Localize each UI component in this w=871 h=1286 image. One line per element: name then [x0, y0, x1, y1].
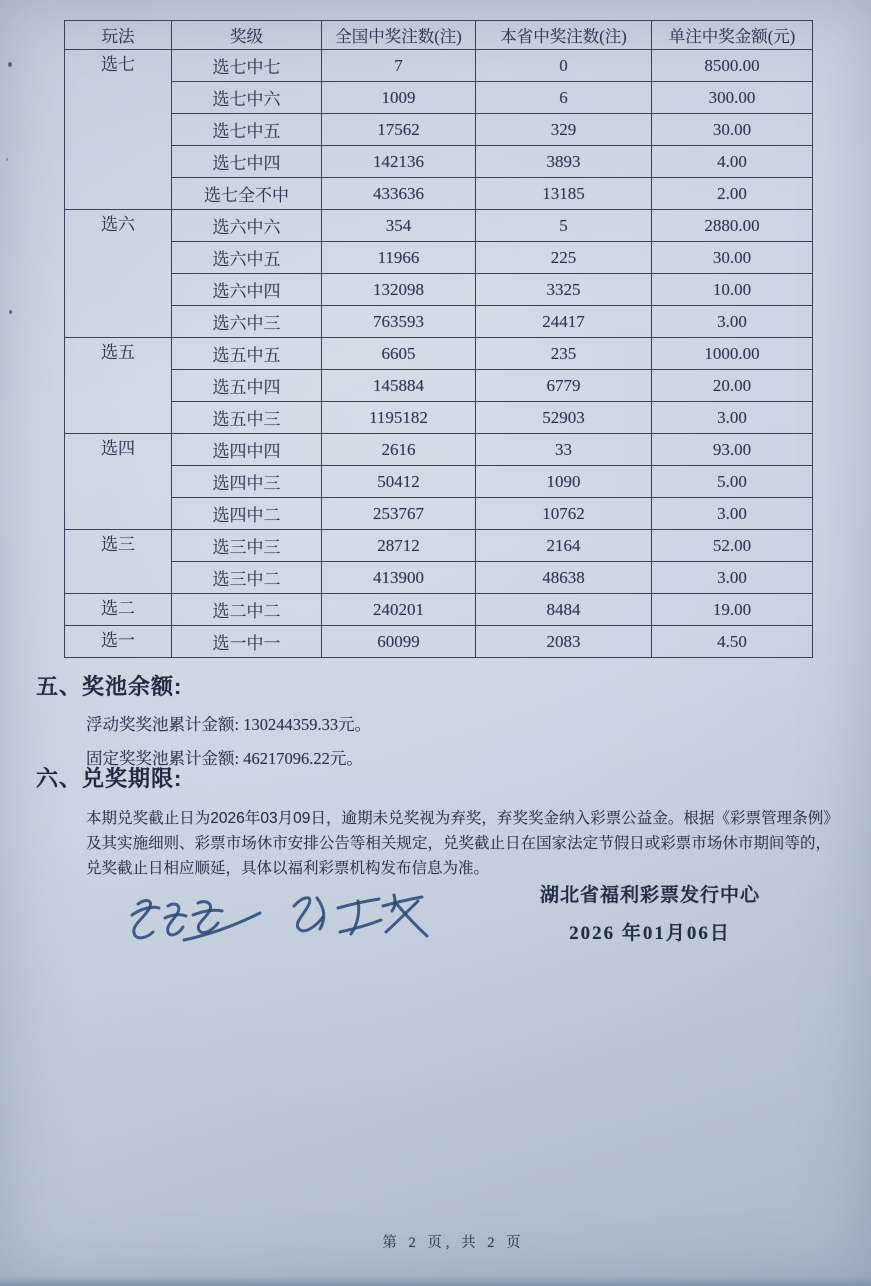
scan-speck	[6, 158, 8, 161]
amount-cell: 93.00	[652, 434, 813, 466]
play-group-cell: 选六	[65, 210, 172, 338]
amount-cell: 300.00	[652, 82, 813, 114]
table-row	[65, 178, 813, 210]
prize-level-cell: 选六中六	[172, 210, 322, 242]
play-group-cell: 选三	[65, 530, 172, 594]
table-row	[65, 466, 813, 498]
amount-cell: 2880.00	[652, 210, 813, 242]
prize-table-body	[65, 50, 813, 658]
province-count-cell: 13185	[476, 178, 652, 210]
province-count-cell: 52903	[476, 402, 652, 434]
amount-cell: 20.00	[652, 370, 813, 402]
national-count-cell: 17562	[322, 114, 476, 146]
prize-level-cell: 选六中四	[172, 274, 322, 306]
issuer-name: 湖北省福利彩票发行中心	[539, 885, 760, 906]
table-row	[65, 626, 813, 658]
table-row	[65, 50, 813, 82]
play-group-cell: 选四	[65, 434, 172, 530]
province-count-cell: 48638	[476, 562, 652, 594]
handwritten-signature-2	[282, 884, 434, 946]
province-count-cell: 6779	[476, 370, 652, 402]
prize-level-cell: 选六中三	[172, 306, 322, 338]
table-row	[65, 210, 813, 242]
section-pool-title: 五、奖池余额:	[36, 674, 183, 699]
table-row	[65, 338, 813, 370]
table-row	[65, 274, 813, 306]
prize-level-cell: 选七中四	[172, 146, 322, 178]
play-group-cell: 选二	[65, 594, 172, 626]
province-count-cell: 24417	[476, 306, 652, 338]
prize-level-cell: 选七中五	[172, 114, 322, 146]
table-row	[65, 242, 813, 274]
prize-level-cell: 选四中二	[172, 498, 322, 530]
province-count-cell: 2164	[476, 530, 652, 562]
prize-level-cell: 选一中一	[172, 626, 322, 658]
national-count-cell: 60099	[322, 626, 476, 658]
table-row	[65, 306, 813, 338]
national-count-cell: 132098	[322, 274, 476, 306]
table-row	[65, 434, 813, 466]
table-row	[65, 498, 813, 530]
signoff-block	[480, 880, 820, 945]
redeem-body-text: 本期兑奖截止日为2026年03月09日，逾期未兑奖视为弃奖，弃奖奖金纳入彩票公益金。根据《彩票管理条例》及其实施细则、彩票市场休市安排公告等相关规定，兑奖截止日在国家法定节假日或彩票市场休市期间等的，兑奖截止日相应顺延，具体以福利彩票机构发布信息为准。	[86, 810, 831, 877]
table-row	[65, 82, 813, 114]
col-header-level: 奖级	[172, 21, 322, 50]
col-header-national-count: 全国中奖注数(注)	[322, 21, 476, 50]
province-count-cell: 235	[476, 338, 652, 370]
national-count-cell: 2616	[322, 434, 476, 466]
amount-cell: 3.00	[652, 306, 813, 338]
national-count-cell: 11966	[322, 242, 476, 274]
national-count-cell: 763593	[322, 306, 476, 338]
amount-cell: 52.00	[652, 530, 813, 562]
scan-speck	[8, 62, 12, 67]
amount-cell: 3.00	[652, 562, 813, 594]
prize-level-cell: 选四中四	[172, 434, 322, 466]
province-count-cell: 225	[476, 242, 652, 274]
amount-cell: 2.00	[652, 178, 813, 210]
pool-floating-line: 浮动奖奖池累计金额: 130244359.33元。	[86, 715, 372, 734]
national-count-cell: 240201	[322, 594, 476, 626]
province-count-cell: 10762	[476, 498, 652, 530]
table-row	[65, 562, 813, 594]
col-header-play: 玩法	[65, 21, 172, 50]
amount-cell: 4.00	[652, 146, 813, 178]
amount-cell: 3.00	[652, 498, 813, 530]
province-count-cell: 0	[476, 50, 652, 82]
col-header-province-count: 本省中奖注数(注)	[476, 21, 652, 50]
province-count-cell: 33	[476, 434, 652, 466]
issue-date: 2026 年01月06日	[569, 923, 731, 944]
amount-cell: 19.00	[652, 594, 813, 626]
national-count-cell: 354	[322, 210, 476, 242]
prize-level-cell: 选七中七	[172, 50, 322, 82]
play-group-cell: 选五	[65, 338, 172, 434]
amount-cell: 8500.00	[652, 50, 813, 82]
amount-cell: 3.00	[652, 402, 813, 434]
national-count-cell: 1009	[322, 82, 476, 114]
province-count-cell: 2083	[476, 626, 652, 658]
province-count-cell: 8484	[476, 594, 652, 626]
prize-level-cell: 选二中二	[172, 594, 322, 626]
prize-table	[64, 20, 813, 658]
province-count-cell: 1090	[476, 466, 652, 498]
table-row	[65, 594, 813, 626]
handwritten-signature-1	[122, 888, 267, 950]
national-count-cell: 253767	[322, 498, 476, 530]
col-header-amount: 单注中奖金额(元)	[652, 21, 813, 50]
amount-cell: 4.50	[652, 626, 813, 658]
amount-cell: 5.00	[652, 466, 813, 498]
table-row	[65, 114, 813, 146]
section-redeem-title: 六、兑奖期限:	[36, 766, 183, 791]
prize-level-cell: 选六中五	[172, 242, 322, 274]
national-count-cell: 1195182	[322, 402, 476, 434]
page-footer: 第 2 页, 共 2 页	[382, 1235, 525, 1251]
province-count-cell: 5	[476, 210, 652, 242]
amount-cell: 30.00	[652, 114, 813, 146]
province-count-cell: 6	[476, 82, 652, 114]
prize-level-cell: 选五中五	[172, 338, 322, 370]
amount-cell: 30.00	[652, 242, 813, 274]
play-group-cell: 选七	[65, 50, 172, 210]
national-count-cell: 50412	[322, 466, 476, 498]
prize-level-cell: 选五中三	[172, 402, 322, 434]
section-pool-balance	[36, 670, 816, 769]
prize-level-cell: 选三中三	[172, 530, 322, 562]
table-row	[65, 146, 813, 178]
prize-level-cell: 选三中二	[172, 562, 322, 594]
national-count-cell: 6605	[322, 338, 476, 370]
header-row	[65, 21, 813, 50]
national-count-cell: 413900	[322, 562, 476, 594]
table-row	[65, 530, 813, 562]
province-count-cell: 329	[476, 114, 652, 146]
table-row	[65, 370, 813, 402]
play-group-cell: 选一	[65, 626, 172, 658]
amount-cell: 10.00	[652, 274, 813, 306]
prize-table-header	[65, 21, 813, 50]
prize-level-cell: 选七全不中	[172, 178, 322, 210]
national-count-cell: 145884	[322, 370, 476, 402]
section-redeem-period	[36, 762, 832, 881]
province-count-cell: 3325	[476, 274, 652, 306]
national-count-cell: 142136	[322, 146, 476, 178]
national-count-cell: 7	[322, 50, 476, 82]
province-count-cell: 3893	[476, 146, 652, 178]
prize-level-cell: 选四中三	[172, 466, 322, 498]
amount-cell: 1000.00	[652, 338, 813, 370]
national-count-cell: 433636	[322, 178, 476, 210]
table-row	[65, 402, 813, 434]
prize-level-cell: 选五中四	[172, 370, 322, 402]
pool-fixed-line: 固定奖奖池累计金额: 46217096.22元。	[86, 749, 363, 768]
prize-level-cell: 选七中六	[172, 82, 322, 114]
national-count-cell: 28712	[322, 530, 476, 562]
scan-speck	[9, 310, 12, 314]
